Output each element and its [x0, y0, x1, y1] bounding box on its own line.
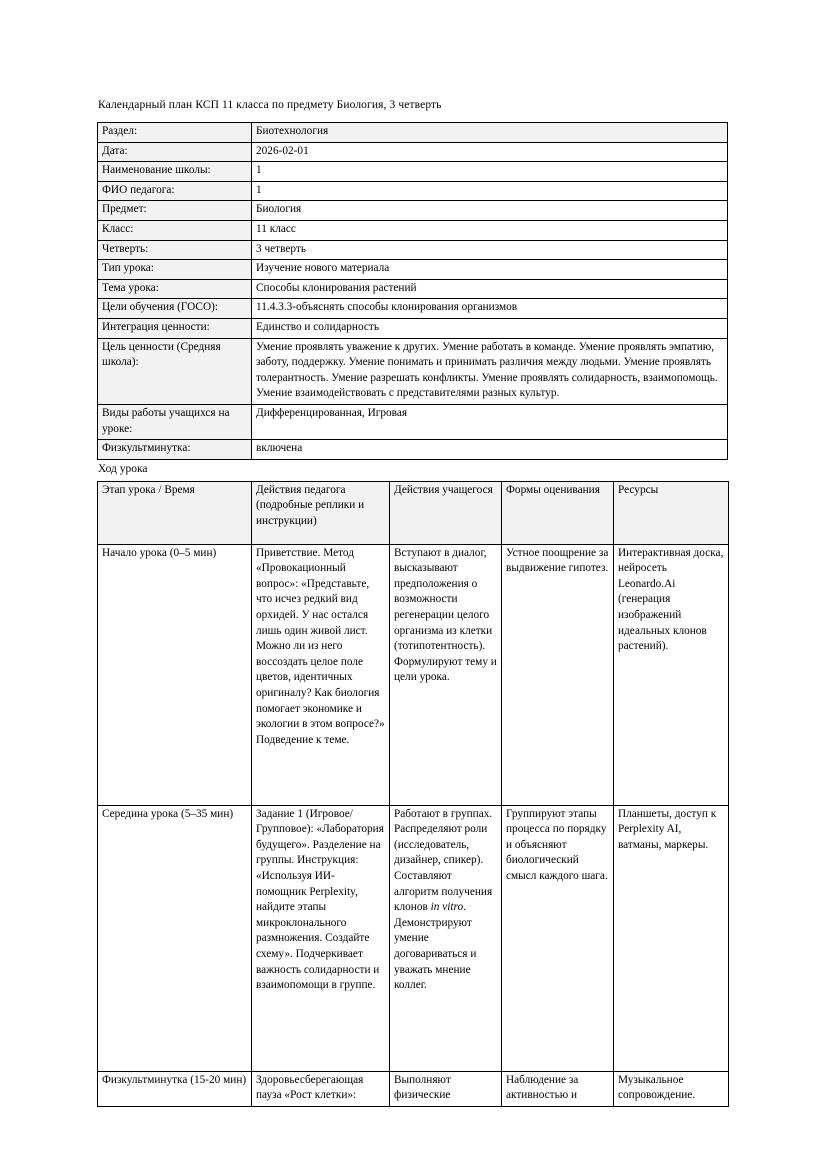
info-label-razdel: Раздел: — [98, 123, 252, 143]
section-caption-lesson-flow: Ход урока — [98, 462, 148, 475]
lesson-info-body — [98, 123, 728, 460]
student-middle-italic-term: in vitro — [430, 901, 464, 914]
cell-student-middle — [390, 805, 502, 1071]
info-label-data: Дата: — [98, 142, 252, 162]
info-value-lesson-type: Изучение нового материала — [252, 260, 728, 280]
info-value-razdel: Биотехнология — [252, 123, 728, 143]
cell-assessment-middle: Группируют этапы процесса по порядку и объясняют биологический смысл каждого шага. — [502, 805, 614, 1071]
table-row — [98, 805, 729, 1071]
cell-stage-middle: Середина урока (5–35 мин) — [98, 805, 252, 1071]
cell-stage-break: Физкультминутка (15-20 мин) — [98, 1071, 252, 1106]
table-row — [98, 318, 728, 338]
column-header-assessment-forms: Формы оценивания — [502, 481, 614, 544]
table-header-row — [98, 481, 729, 544]
cell-resources-middle: Планшеты, доступ к Perplexity AI, ватманы, маркеры. — [614, 805, 729, 1071]
column-header-stage: Этап урока / Время — [98, 481, 252, 544]
info-value-goals: 11.4.3.3-объяснять способы клонирования организмов — [252, 299, 728, 319]
cell-stage-start: Начало урока (0–5 мин) — [98, 544, 252, 805]
table-row — [98, 162, 728, 182]
info-label-class: Класс: — [98, 220, 252, 240]
student-middle-part2: . Демонстрируют умение договариваться и уважать мнение коллег. — [394, 901, 477, 992]
table-row — [98, 201, 728, 221]
info-value-lesson-topic: Способы клонирования растений — [252, 279, 728, 299]
info-label-physical-break: Физкультминутка: — [98, 440, 252, 460]
info-value-quarter: 3 четверть — [252, 240, 728, 260]
table-row — [98, 279, 728, 299]
info-value-teacher: 1 — [252, 181, 728, 201]
table-row — [98, 240, 728, 260]
cell-assessment-break: Наблюдение за активностью и — [502, 1071, 614, 1106]
info-label-lesson-type: Тип урока: — [98, 260, 252, 280]
cell-assessment-start: Устное поощрение за выдвижение гипотез. — [502, 544, 614, 805]
cell-teacher-middle: Задание 1 (Игровое/Групповое): «Лаборатория будущего». Разделение на группы. Инструкция: «Используя ИИ-помощник Perplexity, найдите этапы микроклонального размножения. Создайте схему». Подчеркивает важность солидарности и взаимопомощи в группе. — [252, 805, 390, 1071]
info-label-lesson-topic: Тема урока: — [98, 279, 252, 299]
column-header-teacher-actions: Действия педагога (подробные реплики и инструкции) — [252, 481, 390, 544]
info-value-data: 2026-02-01 — [252, 142, 728, 162]
info-value-physical-break: включена — [252, 440, 728, 460]
lesson-flow-header — [98, 481, 729, 544]
table-row — [98, 260, 728, 280]
column-header-student-actions: Действия учащегося — [390, 481, 502, 544]
info-label-value-integration: Интеграция ценности: — [98, 318, 252, 338]
info-value-work-types: Дифференцированная, Игровая — [252, 404, 728, 439]
info-value-value-goal: Умение проявлять уважение к других. Умение работать в команде. Умение проявлять эмпатию, заботу, поддержку. Умение понимать и принимать различия между людьми. Умение проявлять толерантность. Умение разрешать конфликты. Умение проявлять солидарность, взаимопомощь. Умение взаимодействовать с представителями разных культур. — [252, 338, 728, 404]
info-label-subject: Предмет: — [98, 201, 252, 221]
table-row — [98, 544, 729, 805]
info-label-teacher: ФИО педагога: — [98, 181, 252, 201]
info-label-value-goal: Цель ценности (Средняя школа): — [98, 338, 252, 404]
table-row — [98, 142, 728, 162]
info-value-school: 1 — [252, 162, 728, 182]
info-value-subject: Биология — [252, 201, 728, 221]
table-row — [98, 299, 728, 319]
info-label-goals: Цели обучения (ГОСО): — [98, 299, 252, 319]
lesson-flow-body — [98, 544, 729, 1106]
info-label-school: Наименование школы: — [98, 162, 252, 182]
info-label-work-types: Виды работы учащихся на уроке: — [98, 404, 252, 439]
table-row — [98, 1071, 729, 1106]
table-row — [98, 181, 728, 201]
cell-resources-break: Музыкальное сопровождение. — [614, 1071, 729, 1106]
table-row — [98, 123, 728, 143]
lesson-info-table — [97, 122, 728, 460]
lesson-flow-table — [97, 481, 729, 1107]
table-row — [98, 220, 728, 240]
column-header-resources: Ресурсы — [614, 481, 729, 544]
cell-teacher-break: Здоровьесберегающая пауза «Рост клетки»: — [252, 1071, 390, 1106]
info-value-value-integration: Единство и солидарность — [252, 318, 728, 338]
cell-student-break: Выполняют физические — [390, 1071, 502, 1106]
info-label-quarter: Четверть: — [98, 240, 252, 260]
cell-teacher-start: Приветствие. Метод «Провокационный вопрос»: «Представьте, что исчез редкий вид орхидей. У нас остался лишь один живой лист. Можно ли из него воссоздать целое поле цветов, идентичных оригиналу? Как биология помогает экономике и экологии в этом вопросе?» Подведение к теме. — [252, 544, 390, 805]
page-title: Календарный план КСП 11 класса по предмету Биология, 3 четверть — [98, 99, 442, 111]
cell-resources-start: Интерактивная доска, нейросеть Leonardo.Ai (генерация изображений идеальных клонов растений). — [614, 544, 729, 805]
table-row — [98, 404, 728, 439]
info-value-class: 11 класс — [252, 220, 728, 240]
table-row — [98, 440, 728, 460]
cell-student-start: Вступают в диалог, высказывают предположения о возможности регенерации целого организма из клетки (тотипотентность). Формулируют тему и цели урока. — [390, 544, 502, 805]
student-middle-part1: Работают в группах. Распределяют роли (исследователь, дизайнер, спикер). Составляют алгоритм получения клонов — [394, 807, 493, 914]
table-row — [98, 338, 728, 404]
